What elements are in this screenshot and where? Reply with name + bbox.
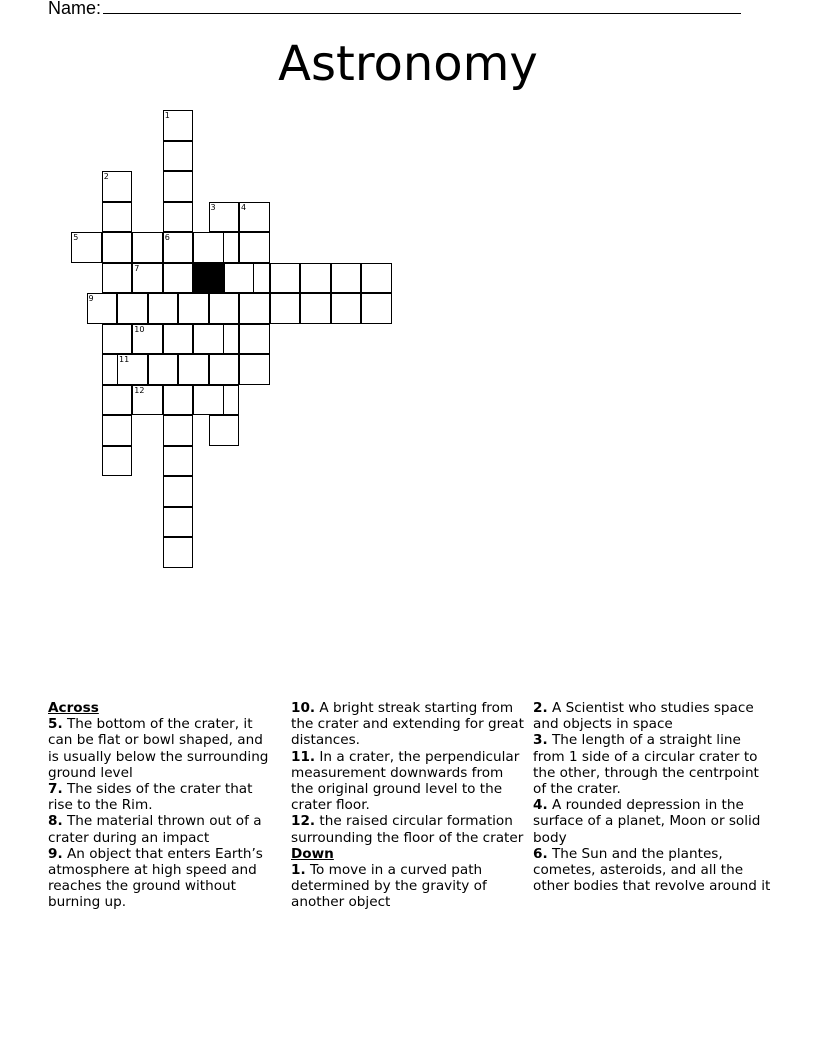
grid-cell[interactable] [209, 354, 240, 385]
grid-block [193, 263, 224, 294]
grid-cell[interactable] [163, 385, 194, 416]
clue-number: 7 [134, 263, 140, 273]
grid-cell[interactable] [193, 385, 224, 416]
clue-number: 2 [103, 172, 109, 181]
clue-number: 10 [134, 324, 145, 334]
grid-cell[interactable] [102, 415, 133, 446]
clue-across-7: 7. The sides of the crater that rise to the Rim. [48, 781, 253, 814]
grid-cell[interactable] [270, 263, 301, 294]
grid-cell[interactable] [239, 202, 270, 233]
clues-column-2 [291, 700, 527, 911]
grid-cell[interactable] [163, 202, 194, 233]
clue-across-5: 5. The bottom of the crater, it can be flat or bowl shaped, and is usually below the surrounding ground level [48, 716, 269, 781]
grid-cell[interactable] [87, 293, 118, 324]
clue-down-3: 3. The length of a straight line from 1 side of a circular crater to the other, through the centrpoint of the crater. [533, 732, 759, 798]
clue-across-10: 10. A bright streak starting from the crater and extending for great distances. [291, 700, 524, 749]
grid-cell[interactable] [102, 263, 133, 294]
grid-cell[interactable] [163, 415, 194, 446]
grid-cell[interactable] [239, 324, 270, 355]
clue-down-1: 1. To move in a curved path determined by the gravity of another object [291, 862, 487, 911]
clue-across-12: 12. the raised circular formation surrounding the floor of the crater [291, 813, 524, 846]
clue-down-4: 4. A rounded depression in the surface of a planet, Moon or solid body [533, 797, 761, 846]
name-label: Name: [48, 0, 102, 18]
grid-cell[interactable] [163, 446, 194, 477]
down-heading: Down [291, 845, 334, 862]
grid-cell[interactable] [163, 476, 194, 507]
clues-column-3 [533, 700, 773, 894]
grid-cell[interactable] [361, 293, 392, 324]
grid-cell[interactable] [102, 171, 133, 202]
grid-cell[interactable] [300, 263, 331, 294]
grid-cell[interactable] [270, 293, 301, 324]
clue-number: 1 [164, 111, 170, 120]
grid-cell[interactable] [193, 232, 224, 263]
clue-number: 3 [210, 202, 216, 212]
clue-number: 4 [241, 202, 247, 212]
grid-cell[interactable] [102, 202, 133, 233]
across-heading: Across [48, 700, 99, 716]
grid-cell[interactable] [102, 324, 133, 355]
clues-column-1 [48, 700, 278, 911]
grid-cell[interactable] [178, 293, 209, 324]
clue-number: 5 [73, 233, 79, 242]
grid-cell[interactable] [209, 202, 240, 233]
clue-across-9: 9. An object that enters Earth’s atmosphere at high speed and reaches the ground without burning up. [48, 845, 263, 911]
grid-cell[interactable] [163, 232, 194, 263]
grid-cell[interactable] [148, 293, 179, 324]
grid-cell[interactable] [163, 110, 194, 141]
clue-number: 9 [88, 294, 94, 303]
grid-cell[interactable] [163, 141, 194, 172]
grid-cell[interactable] [132, 263, 163, 294]
grid-cell[interactable] [209, 293, 240, 324]
grid-cell[interactable] [117, 293, 148, 324]
clue-across-8: 8. The material thrown out of a crater during an impact [48, 813, 262, 846]
grid-cell[interactable] [331, 293, 362, 324]
grid-cell[interactable] [163, 537, 194, 568]
clue-number: 6 [164, 233, 170, 242]
grid-cell[interactable] [148, 354, 179, 385]
grid-cell[interactable] [224, 263, 255, 294]
grid-cell[interactable] [71, 232, 102, 263]
grid-cell[interactable] [132, 324, 163, 355]
grid-cell[interactable] [163, 263, 194, 294]
grid-cell[interactable] [132, 232, 163, 263]
grid-cell[interactable] [117, 354, 148, 385]
grid-cell[interactable] [361, 263, 392, 294]
grid-cell[interactable] [193, 324, 224, 355]
puzzle-title: Astronomy [278, 36, 538, 92]
grid-cell[interactable] [102, 385, 133, 416]
grid-cell[interactable] [163, 507, 194, 538]
clue-number: 12 [134, 385, 145, 395]
grid-cell[interactable] [163, 171, 194, 202]
clue-down-6: 6. The Sun and the plantes, cometes, asteroids, and all the other bodies that revolve around it [533, 845, 771, 895]
grid-cell[interactable] [239, 232, 270, 263]
grid-cell[interactable] [102, 446, 133, 477]
grid-cell[interactable] [331, 263, 362, 294]
clue-number: 11 [119, 355, 130, 364]
grid-cell[interactable] [163, 324, 194, 355]
grid-cell[interactable] [239, 293, 270, 324]
grid-cell[interactable] [209, 415, 240, 446]
clue-down-2: 2. A Scientist who studies space and objects in space [533, 700, 754, 733]
grid-cell[interactable] [300, 293, 331, 324]
clue-across-11: 11. In a crater, the perpendicular measurement downwards from the original ground level to the crater floor. [291, 748, 520, 814]
grid-cell[interactable] [132, 385, 163, 416]
grid-cell[interactable] [102, 232, 133, 263]
grid-cell[interactable] [178, 354, 209, 385]
grid-cell[interactable] [239, 354, 270, 385]
